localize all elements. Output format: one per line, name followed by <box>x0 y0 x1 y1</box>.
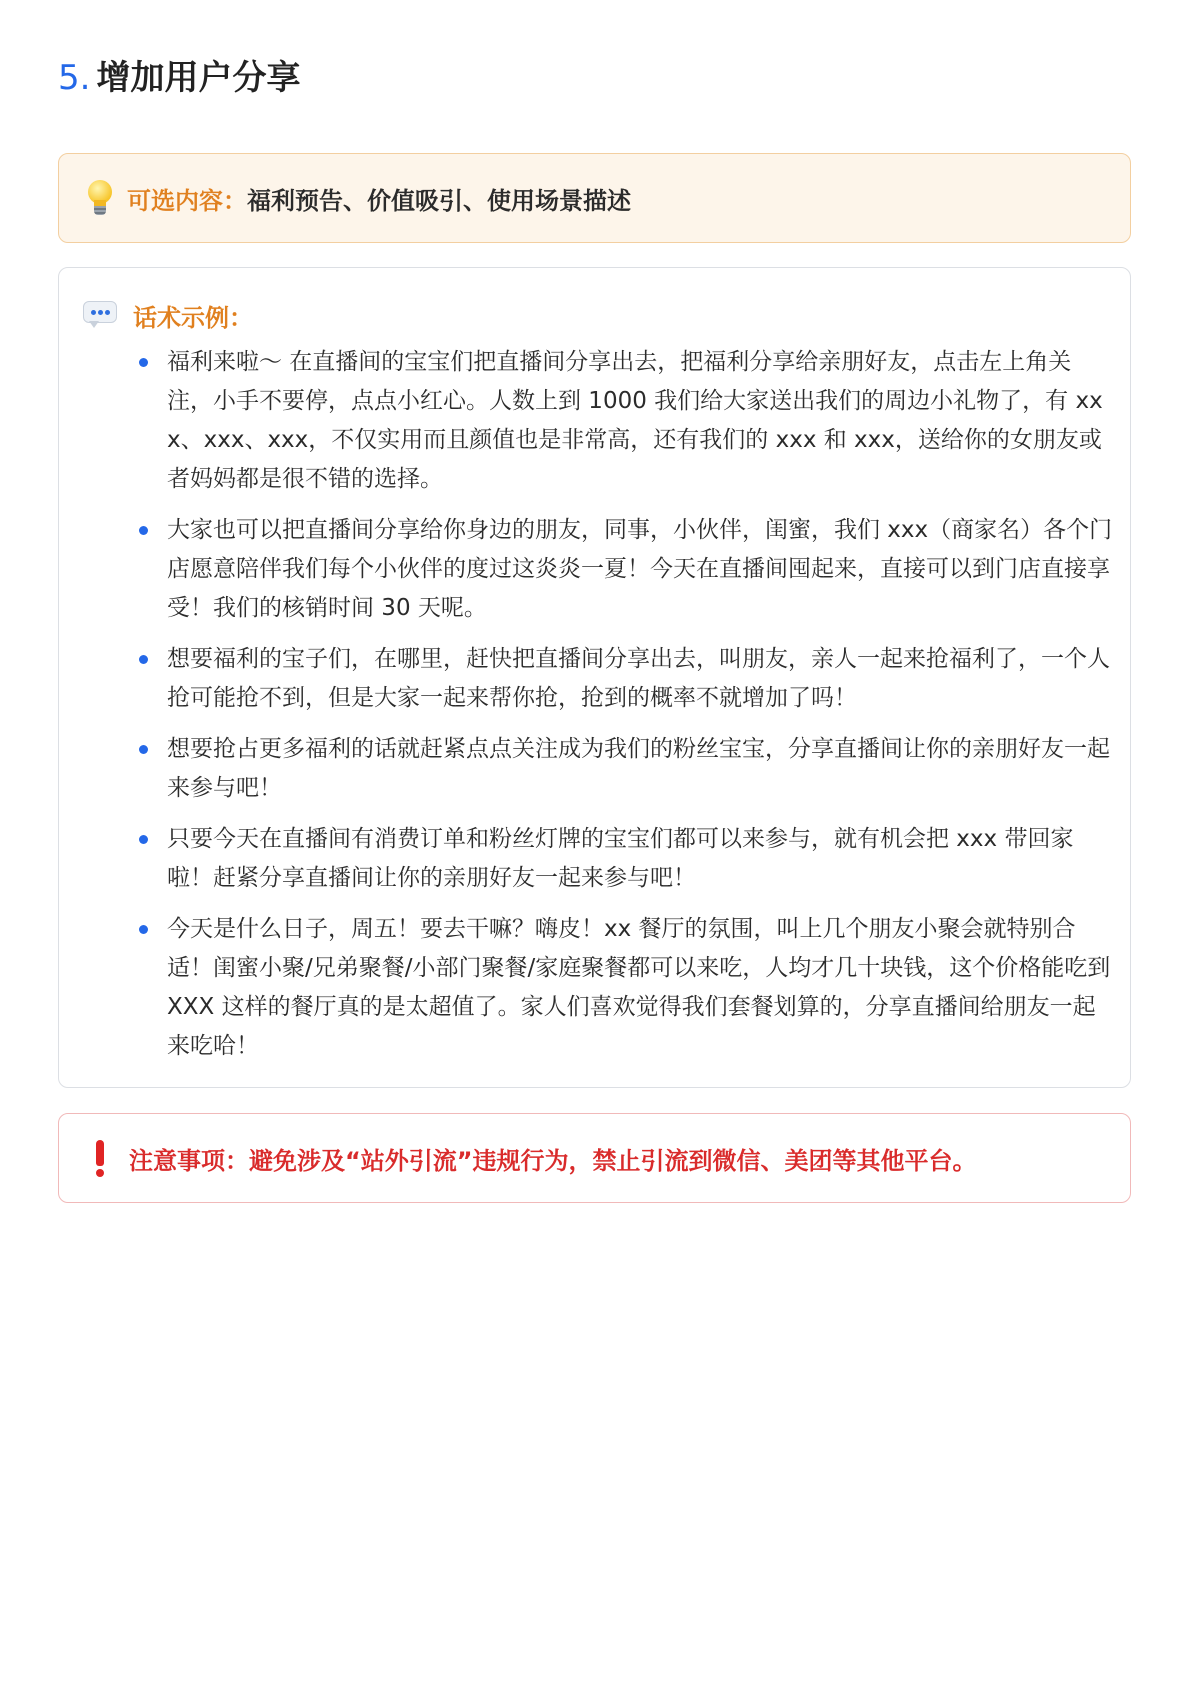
list-item <box>139 343 1114 499</box>
list-item-text: 想要福利的宝子们，在哪里，赶快把直播间分享出去，叫朋友，亲人一起来抢福利了，一个人抢可能抢不到，但是大家一起来帮你抢，抢到的概率不就增加了吗！ <box>167 646 1110 711</box>
bullet-icon <box>139 358 148 367</box>
list-item <box>139 910 1114 1066</box>
warning-callout <box>58 1113 1131 1203</box>
tip-label: 可选内容： <box>127 186 247 215</box>
bullet-icon <box>139 526 148 535</box>
bullet-icon <box>139 655 148 664</box>
list-item <box>139 730 1114 808</box>
bullet-icon <box>139 925 148 934</box>
tip-text: 福利预告、价值吸引、使用场景描述 <box>247 186 631 215</box>
speech-bubble-icon <box>83 301 119 329</box>
list-item-text: 想要抢占更多福利的话就赶紧点点关注成为我们的粉丝宝宝，分享直播间让你的亲朋好友一起来参与吧！ <box>167 736 1110 801</box>
list-item-text: 今天是什么日子，周五！要去干嘛？嗨皮！xx 餐厅的氛围，叫上几个朋友小聚会就特别合适！闺蜜小聚/兄弟聚餐/小部门聚餐/家庭聚餐都可以来吃，人均才几十块钱，这个价格能吃到 XXX 这样的餐厅真的是太超值了。家人们喜欢觉得我们套餐划算的，分享直播间给朋友一起来吃哈！ <box>167 916 1111 1059</box>
list-item-text: 大家也可以把直播间分享给你身边的朋友，同事，小伙伴，闺蜜，我们 xxx（商家名）各个门店愿意陪伴我们每个小伙伴的度过这炎炎一夏！今天在直播间囤起来，直接可以到门店直接享受！我们的核销时间 30 天呢。 <box>167 517 1113 621</box>
exclamation-icon <box>93 1138 107 1178</box>
list-item <box>139 640 1114 718</box>
optional-content-callout <box>58 153 1131 243</box>
bullet-icon <box>139 745 148 754</box>
bullet-icon <box>139 835 148 844</box>
examples-list <box>139 343 1114 1078</box>
section-title: 增加用户分享 <box>96 58 301 98</box>
section-number: 5. <box>58 58 91 98</box>
lightbulb-icon <box>85 178 115 218</box>
warning-text: 注意事项：避免涉及“站外引流”违规行为，禁止引流到微信、美团等其他平台。 <box>129 1146 977 1175</box>
examples-label: 话术示例： <box>133 303 253 332</box>
list-item-text: 福利来啦～ 在直播间的宝宝们把直播间分享出去，把福利分享给亲朋好友，点击左上角关注，小手不要停，点点小红心。人数上到 1000 我们给大家送出我们的周边小礼物了，有 xxx、xxx、xxx，不仅实用而且颜值也是非常高，还有我们的 xxx 和 xxx，送给你的女朋友或者妈妈都是很不错的选择。 <box>167 349 1103 492</box>
list-item-text: 只要今天在直播间有消费订单和粉丝灯牌的宝宝们都可以来参与，就有机会把 xxx 带回家啦！赶紧分享直播间让你的亲朋好友一起来参与吧！ <box>167 826 1074 891</box>
list-item <box>139 511 1114 628</box>
examples-header <box>83 295 253 335</box>
script-examples-box <box>58 267 1131 1088</box>
section-heading <box>58 54 300 102</box>
list-item <box>139 820 1114 898</box>
